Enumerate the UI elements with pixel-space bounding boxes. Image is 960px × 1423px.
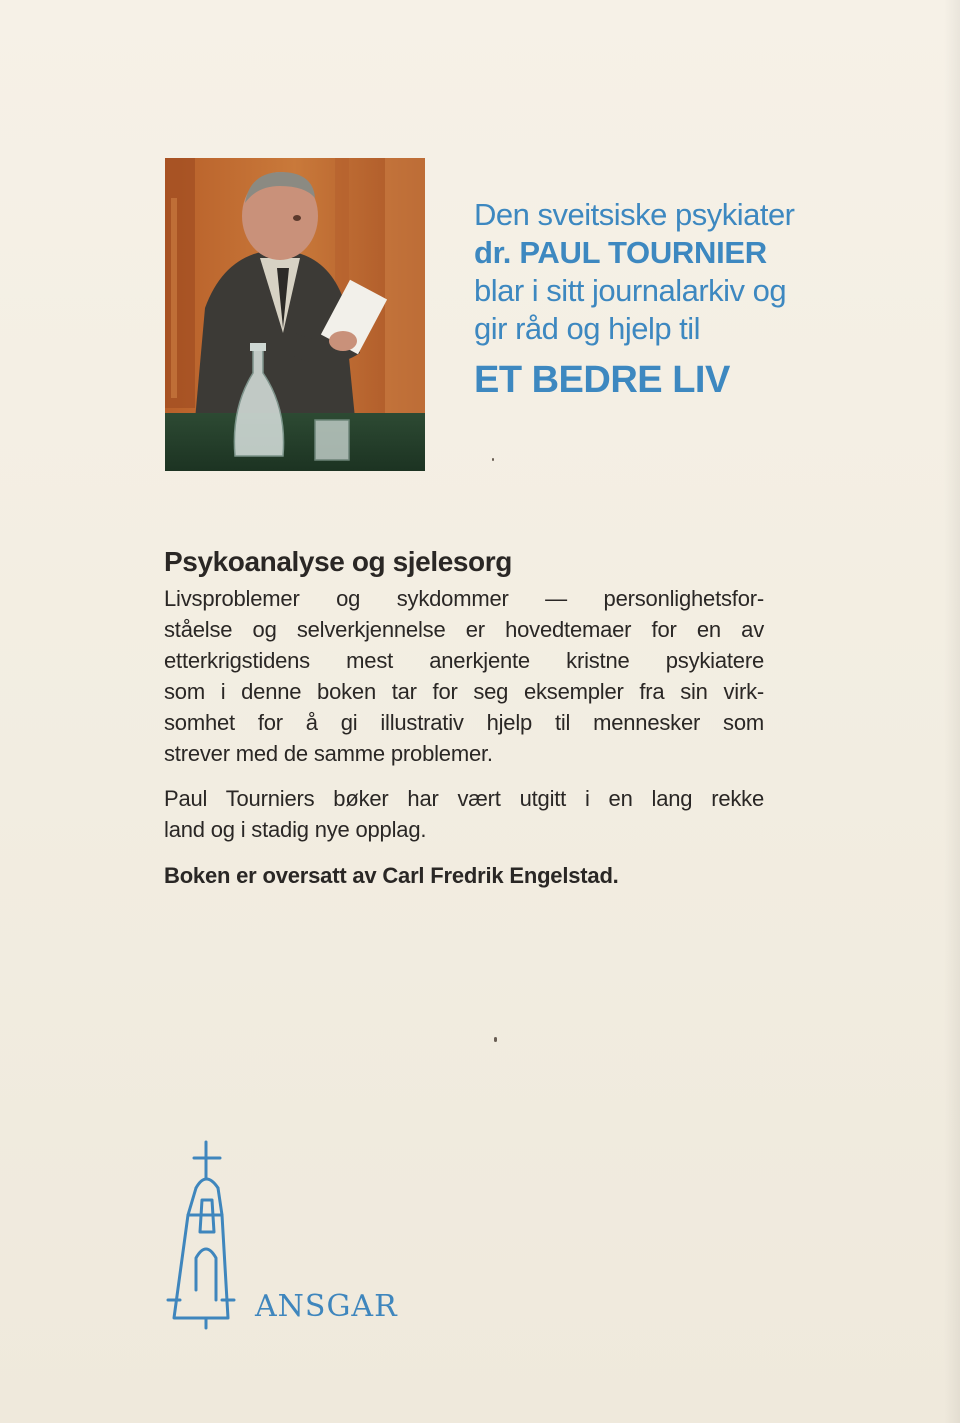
book-title: ET BEDRE LIV xyxy=(474,359,730,401)
paragraph-1-line: strever med de samme problemer. xyxy=(164,741,493,766)
description-paragraph-2 xyxy=(164,783,764,845)
description-block xyxy=(164,545,764,891)
paragraph-2-line: land og i stadig nye opplag. xyxy=(164,817,427,842)
intro-block xyxy=(474,196,874,402)
author-name: dr. PAUL TOURNIER xyxy=(474,235,767,270)
church-tower-cross-icon xyxy=(166,1140,236,1330)
paragraph-2-line: Paul Tourniers bøker har vært utgitt i en lang rekke xyxy=(164,786,764,811)
section-heading: Psykoanalyse og sjelesorg xyxy=(164,546,512,577)
paragraph-1-line: som i denne boken tar for seg eksempler fra sin virk- xyxy=(164,679,764,704)
intro-line-1: Den sveitsiske psykiater xyxy=(474,197,795,232)
paragraph-1-line: ståelse og selverkjennelse er hovedtemaer for en av xyxy=(164,617,764,642)
translator-credit: Boken er oversatt av Carl Fredrik Engelstad. xyxy=(164,863,619,888)
author-photo xyxy=(165,158,425,471)
paragraph-1-line: somhet for å gi illustrativ hjelp til mennesker som xyxy=(164,710,764,735)
description-paragraph-1 xyxy=(164,583,764,769)
paragraph-1-line: Livsproblemer og sykdommer — personlighetsfor- xyxy=(164,586,764,611)
print-speck xyxy=(492,458,494,461)
publisher-name: ANSGAR xyxy=(255,1289,398,1324)
page-edge-shadow xyxy=(944,0,960,1423)
paragraph-1-line: etterkrigstidens mest anerkjente kristne psykiatere xyxy=(164,648,764,673)
intro-line-4: gir råd og hjelp til xyxy=(474,311,701,346)
intro-line-3: blar i sitt journalarkiv og xyxy=(474,273,787,308)
print-speck xyxy=(494,1037,497,1042)
